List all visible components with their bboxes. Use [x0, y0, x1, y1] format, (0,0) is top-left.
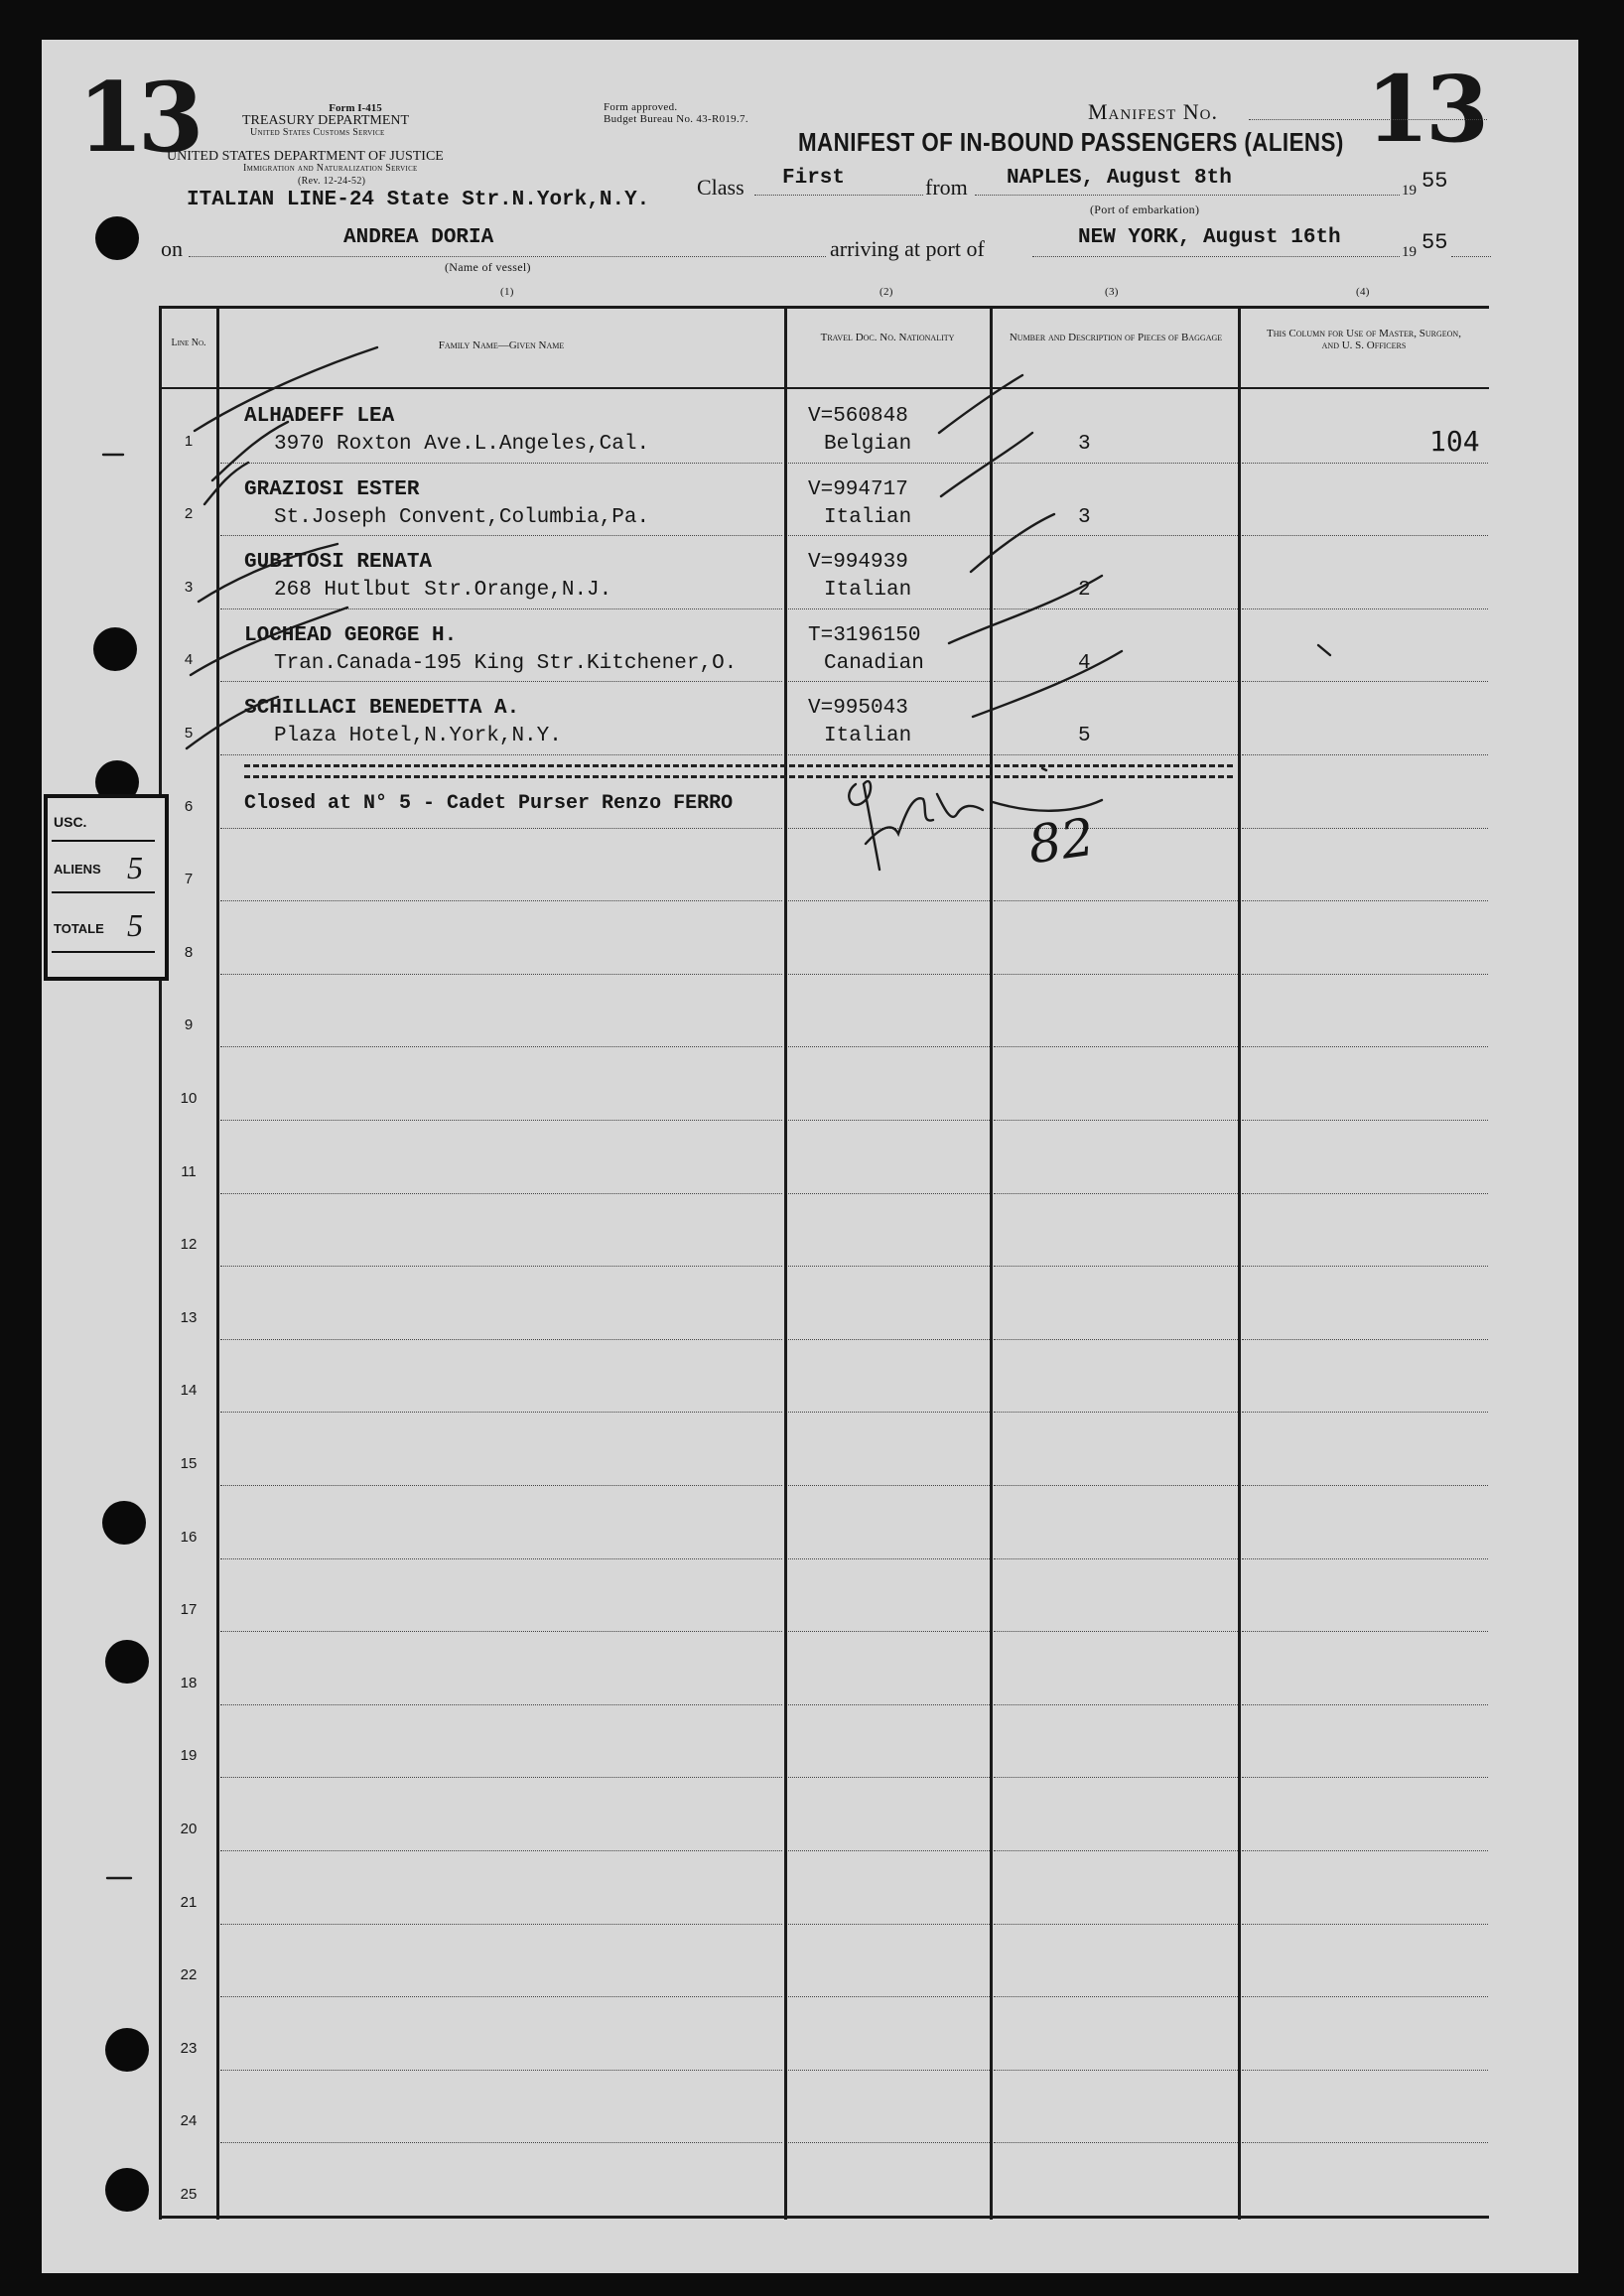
- line-number: 7: [184, 871, 194, 888]
- passenger-address: Plaza Hotel,N.York,N.Y.: [274, 725, 562, 748]
- year-prefix: 19: [1402, 244, 1417, 260]
- passenger-address: 3970 Roxton Ave.L.Angeles,Cal.: [274, 433, 650, 456]
- budget-label: Budget Bureau No. 43-R019.7.: [604, 113, 748, 125]
- column-number: (4): [1356, 286, 1370, 298]
- passenger-address: Tran.Canada-195 King Str.Kitchener,O.: [274, 651, 738, 675]
- line-number: 18: [180, 1674, 198, 1691]
- nationality: Italian: [824, 725, 912, 748]
- nationality: Italian: [824, 505, 912, 529]
- embarkation-port: NAPLES, August 8th: [1007, 167, 1232, 190]
- line-number: 5: [184, 725, 194, 742]
- vessel-name: ANDREA DORIA: [343, 226, 494, 249]
- baggage-count: 5: [1078, 725, 1091, 748]
- line-number: 23: [180, 2039, 198, 2057]
- column-number: (2): [880, 286, 893, 298]
- form-number: Form I-415: [329, 102, 382, 114]
- handwritten-mark: 82: [1024, 807, 1099, 877]
- header-baggage: Number and Description of Pieces of Baggage: [1009, 332, 1223, 343]
- corner-number-right: 13: [1366, 56, 1486, 163]
- baggage-count: 3: [1078, 505, 1091, 529]
- header-travel-doc: Travel Doc. No. Nationality: [820, 332, 955, 343]
- line-number: 17: [180, 1601, 198, 1619]
- passenger-name: ALHADEFF LEA: [244, 405, 395, 428]
- nationality: Canadian: [824, 651, 924, 675]
- line-number: 21: [180, 1893, 198, 1911]
- officer-note: 104: [1429, 425, 1480, 458]
- line-number: 6: [184, 797, 194, 815]
- travel-doc-number: V=994717: [808, 477, 908, 501]
- baggage-count: 2: [1078, 579, 1091, 603]
- baggage-count: 4: [1078, 651, 1091, 675]
- line-number: 2: [184, 505, 194, 523]
- travel-doc-number: V=994939: [808, 551, 908, 575]
- class-label: Class: [697, 175, 744, 200]
- justice-label: UNITED STATES DEPARTMENT OF JUSTICE: [167, 149, 444, 164]
- shipping-agent: ITALIAN LINE-24 State Str.N.York,N.Y.: [187, 189, 650, 211]
- line-number: 24: [180, 2112, 198, 2130]
- line-number: 8: [184, 943, 194, 961]
- manifest-title: MANIFEST OF IN-BOUND PASSENGERS (ALIENS): [798, 127, 1344, 157]
- year-prefix: 19: [1402, 183, 1417, 199]
- line-number: 22: [180, 1966, 198, 1984]
- form-approved: Form approved.: [604, 101, 678, 113]
- on-label: on: [161, 236, 183, 261]
- column-number: (1): [500, 286, 514, 298]
- line-number: 3: [184, 578, 194, 596]
- corner-number-left: 13: [77, 62, 199, 174]
- line-number: 1: [184, 432, 194, 450]
- stamp-total-label: TOTALE: [54, 921, 104, 936]
- count-stamp: [44, 794, 169, 981]
- line-number: 12: [180, 1236, 198, 1254]
- ins-label: Immigration and Naturalization Service: [243, 163, 418, 174]
- passenger-name: LOCHEAD GEORGE H.: [244, 623, 458, 647]
- vessel-caption: (Name of vessel): [445, 260, 531, 274]
- line-number: 10: [180, 1090, 198, 1107]
- port-caption: (Port of embarkation): [1090, 203, 1200, 216]
- line-number: 25: [180, 2186, 198, 2203]
- line-number: 11: [181, 1162, 197, 1180]
- line-number: 13: [180, 1308, 198, 1326]
- line-number: 15: [180, 1455, 198, 1472]
- customs-label: United States Customs Service: [250, 127, 385, 138]
- passenger-name: GRAZIOSI ESTER: [244, 477, 420, 501]
- line-number: 14: [180, 1382, 198, 1400]
- revision-label: (Rev. 12-24-52): [298, 176, 366, 187]
- line-number: 19: [180, 1747, 198, 1765]
- passenger-address: St.Joseph Convent,Columbia,Pa.: [274, 505, 650, 529]
- passenger-address: 268 Hutlbut Str.Orange,N.J.: [274, 579, 612, 603]
- baggage-count: 3: [1078, 433, 1091, 456]
- column-number: (3): [1105, 286, 1119, 298]
- nationality: Italian: [824, 579, 912, 603]
- year-suffix: 55: [1421, 169, 1448, 194]
- header-officers: This Column for Use of Master, Surgeon, and U. S. Officers: [1267, 328, 1461, 351]
- passenger-name: SCHILLACI BENEDETTA A.: [244, 697, 520, 721]
- passenger-name: GUBITOSI RENATA: [244, 551, 433, 575]
- class-value: First: [782, 167, 846, 190]
- travel-doc-number: V=560848: [808, 405, 908, 428]
- line-number: 20: [180, 1821, 198, 1837]
- nationality: Belgian: [824, 433, 912, 456]
- stamp-total-value: 5: [127, 907, 143, 943]
- closing-note: Closed at N° 5 - Cadet Purser Renzo FERRO: [244, 792, 734, 815]
- stamp-aliens-label: ALIENS: [54, 862, 101, 877]
- treasury-label: TREASURY DEPARTMENT: [242, 113, 410, 128]
- travel-doc-number: V=995043: [808, 697, 908, 721]
- arriving-label: arriving at port of: [830, 236, 985, 261]
- arrival-port: NEW YORK, August 16th: [1078, 226, 1341, 249]
- stamp-aliens-value: 5: [127, 850, 143, 885]
- from-label: from: [925, 175, 968, 200]
- line-number: 16: [180, 1528, 198, 1546]
- stamp-usc-label: USC.: [54, 814, 87, 830]
- line-number: 9: [184, 1016, 194, 1034]
- line-number: 4: [184, 651, 194, 669]
- header-family-name: Family Name—Given Name: [438, 339, 565, 351]
- header-line-no: Line No.: [171, 338, 206, 348]
- year-suffix: 55: [1421, 230, 1448, 255]
- manifest-no-label: Manifest No.: [1088, 99, 1218, 124]
- travel-doc-number: T=3196150: [808, 623, 921, 647]
